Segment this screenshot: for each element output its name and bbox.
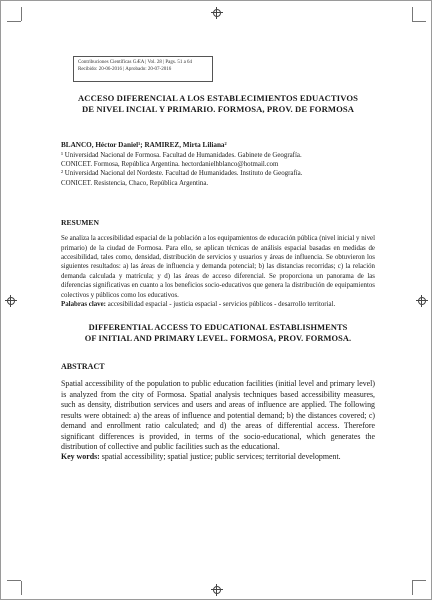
crop-mark [412,580,426,581]
crop-mark [412,7,413,21]
affiliation-1-line1: ¹ Universidad Nacional de Formosa. Facultad de Humanidades. Gabinete de Geografía. [61,151,302,159]
affiliation-2 [61,169,375,188]
title-spanish-line1: ACCESO DIFERENCIAL A LOS ESTABLECIMIENTOS EDUACTIVOS [77,93,359,103]
abstract-keywords [61,452,375,462]
crop-mark [21,7,22,21]
title-english-line1: DIFFERENTIAL ACCESS TO EDUCATIONAL ESTABLISHMENTS [88,323,348,333]
crop-mark [7,580,21,581]
affiliation-1 [61,151,375,170]
title-spanish-line2: DE NIVEL INCIAL Y PRIMARIO. FORMOSA, PROV. DE FORMOSA [81,104,355,114]
english-section [61,322,375,462]
affiliation-1-line2: CONICET. Formosa, República Argentina. hectordanielhblanco@hotmail.com [61,161,279,168]
registration-mark-left [5,295,17,307]
keywords-label-es: Palabras clave: [61,301,106,309]
keywords-text-es: accesibilidad espacial - justicia espacial - servicios públicos - desarrollo territorial. [105,301,336,309]
registration-mark-bottom [211,584,223,596]
journal-dates: Recibido: 20-06-2016 | Aprobado: 20-07-2016 [78,66,172,72]
resumen-keywords [61,300,375,309]
article-content [61,93,375,463]
title-english [61,322,375,344]
author-names: BLANCO, Héctor Daniel¹; RAMIREZ, Mirta Liliana² [61,141,227,149]
resumen-section [61,218,375,309]
journal-info-box [73,56,213,82]
keywords-label-en: Key words: [61,452,100,462]
affiliation-2-line1: ² Universidad Nacional del Nordeste. Facultad de Humanidades. Instituto de Geografía. [61,170,303,178]
affiliation-2-line2: CONICET. Resistencia, Chaco, República Argentina. [61,179,209,187]
crop-mark [21,581,22,595]
journal-citation: Contribuciones Científicas GÆA | Vol. 28 | Pags. 51 a 64 [78,60,193,65]
resumen-body: Se analiza la accesibilidad espacial de la población a los equipamientos de educación pública (nivel inicial y nivel primario) de la ciudad de Formosa. Para ello, se aplican técnicas de análisis espacial basadas en medidas de accesibilidad, tales como, densidad, distribución de servicios y usuarios y áreas de influencia. Se obtuvieron los siguientes resultados: a) las áreas de influencia y demanda potencial; b) las distancias recorridas; c) la relación demanda calculada y matrícula; y d) las áreas de acceso diferencial. Se proporciona un panorama de las diferencias significativas en cuanto a los beneficios socio-educativos que genera la distribución de equipamientos colectivos y públicos como los educativos. [61,235,375,299]
resumen-heading: RESUMEN [61,218,99,228]
crop-mark [412,21,426,22]
registration-mark-right [416,295,428,307]
registration-mark-top [211,7,223,19]
keywords-text-en: spatial accessibility; spatial justice; public services; territorial development. [99,452,341,462]
authors-block [61,141,375,188]
crop-mark [412,581,413,595]
abstract-heading: ABSTRACT [61,362,105,372]
title-spanish [61,93,375,115]
crop-mark [7,21,21,22]
abstract-body: Spatial accessibility of the population to public education facilities (initial level and primary level) is analyzed from the city of Formosa. Spatial analysis techniques based accessibility measures, such as density, distribution services and users and areas of influence are applied. The following results were obtained: a) the areas of influence and potential demand; b) the distances covered; c) demand and enrollment ratio calculated; and d) the areas of differential access. Therefore significant differences is provided, in terms of the socio-educational, which generates the distribution of collective and public facilities such as the educational. [61,379,375,451]
title-english-line2: OF INITIAL AND PRIMARY LEVEL. FORMOSA, PROV. FORMOSA. [84,334,352,344]
